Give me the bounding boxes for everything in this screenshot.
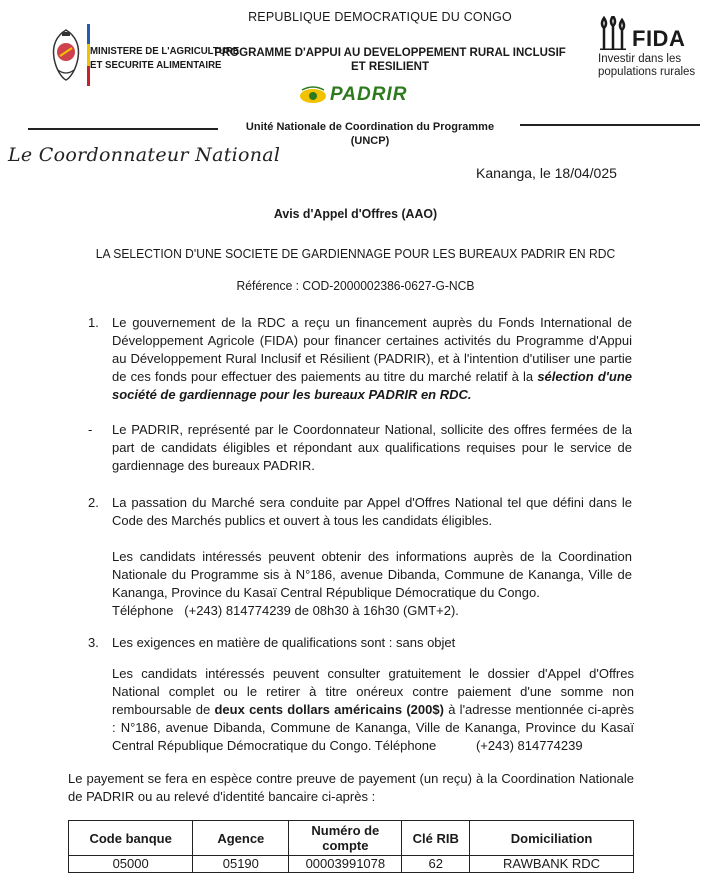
col-header-domiciliation: Domiciliation — [470, 821, 634, 856]
paragraph-dossier-amount: deux cents dollars américains (200$) — [214, 702, 444, 717]
header-rule-left — [28, 128, 218, 130]
programme-line-1: PROGRAMME D'APPUI AU DEVELOPPEMENT RURAL INCLUSIF — [214, 47, 566, 59]
paragraph-marker-dash: - — [88, 422, 93, 437]
programme-name — [205, 46, 575, 74]
fida-tagline-line-1: Investir dans les — [598, 53, 682, 65]
paragraph-dossier-text-before: Les candidats intéressés peuvent consulter gratuitement le dossier d'Appel d'Offres National complet ou le retirer à titre onéreux contre paiement d'une somme non remboursable de — [112, 666, 634, 717]
padrir-emblem-icon — [298, 86, 328, 104]
coat-of-arms-icon — [46, 26, 86, 84]
paragraph-dash: Le PADRIR, représenté par le Coordonnateur National, sollicite des offres fermées de la part de candidats éligibles et répondant aux qualifications requises pour le service de gardiennage des bureaux PADRIR. — [112, 422, 632, 473]
fida-tagline — [598, 53, 710, 79]
fida-logo — [598, 16, 710, 79]
ministry-line-1: MINISTERE DE L'AGRICULTURE — [90, 45, 240, 57]
header-rule-right — [520, 124, 700, 126]
paragraph-marker-3: 3. — [88, 635, 99, 650]
ministry-line-2: ET SECURITE ALIMENTAIRE — [90, 59, 222, 71]
payment-instructions: Le payement se fera en espèce contre preuve de payement (un reçu) à la Coordination Nationale de PADRIR ou au relevé d'identité bancaire ci-après : — [68, 771, 634, 804]
cell-code-banque: 05000 — [69, 856, 193, 873]
unit-line-2: (UNCP) — [350, 135, 390, 147]
paragraph-marker-2: 2. — [88, 495, 99, 510]
table-header-row — [69, 821, 634, 856]
paragraph-1 — [112, 314, 632, 404]
fida-tagline-line-2: populations rurales — [598, 66, 696, 78]
paragraph-contact — [112, 548, 632, 620]
paragraph-2: La passation du Marché sera conduite par Appel d'Offres National tel que défini dans le Code des Marchés publics et ouvert à tous les candidats éligibles. — [112, 495, 632, 528]
bank-details-table — [68, 820, 634, 873]
fida-wheat-icon — [598, 16, 628, 50]
paragraph-dossier-text-after: à l'adresse mentionnée ci-après : N°186, avenue Dibanda, Commune de Kananga, Ville de Kananga, Province du Kasaï Central République Démocratique du Congo. Téléphone (+243) 814774239 — [112, 702, 638, 753]
coordinator-signature: Le Coordonnateur National — [8, 144, 281, 166]
paragraph-3: Les exigences en matière de qualifications sont : sans objet — [112, 635, 456, 650]
col-header-code-banque: Code banque — [69, 821, 193, 856]
notice-title: Avis d'Appel d'Offres (AAO) — [273, 206, 438, 221]
col-header-cle-rib: Clé RIB — [402, 821, 470, 856]
cell-numero-compte: 00003991078 — [289, 856, 402, 873]
table-row — [69, 856, 634, 873]
country-title: REPUBLIQUE DEMOCRATIQUE DU CONGO — [248, 10, 512, 24]
cell-cle-rib: 62 — [402, 856, 470, 873]
paragraph-contact-phone: Téléphone (+243) 814774239 de 08h30 à 16h30 (GMT+2). — [112, 603, 459, 618]
paragraph-dossier — [112, 665, 638, 755]
notice-reference: Référence : COD-2000002386-0627-G-NCB — [236, 278, 475, 293]
col-header-agence: Agence — [193, 821, 289, 856]
cell-agence: 05190 — [193, 856, 289, 873]
col-header-numero-compte: Numéro de compte — [289, 821, 402, 856]
paragraph-1-emphasis: sélection d'une société de gardiennage pour les bureaux PADRIR en RDC. — [112, 369, 632, 402]
padrir-logo — [298, 84, 407, 106]
fida-logo-text: FIDA — [632, 26, 686, 51]
notice-subject: LA SELECTION D'UNE SOCIETE DE GARDIENNAGE POUR LES BUREAUX PADRIR EN RDC — [95, 246, 616, 261]
paragraph-1-text: Le gouvernement de la RDC a reçu un financement auprès du Fonds International de Développement Agricole (FIDA) pour financer certaines activités du Programme d'Appui au Développement Rural Inclusif et Résilient (PADRIR), et à l'intention d'utiliser une partie de ces fonds pour effectuer des paiements au titre du marché relatif à la — [112, 315, 632, 384]
paragraph-marker-1: 1. — [88, 315, 99, 330]
cell-domiciliation: RAWBANK RDC — [470, 856, 634, 873]
unit-line-1: Unité Nationale de Coordination du Programme — [245, 121, 495, 133]
programme-line-2: ET RESILIENT — [351, 61, 429, 73]
place-date: Kananga, le 18/04/025 — [476, 165, 617, 181]
paragraph-contact-text: Les candidats intéressés peuvent obtenir des informations auprès de la Coordination Nationale du Programme sis à N°186, avenue Dibanda, Commune de Kananga, Ville de Kananga, Province du Kasaï Central République Démocratique du Congo. — [112, 549, 632, 600]
padrir-logo-text: PADRIR — [330, 84, 408, 105]
